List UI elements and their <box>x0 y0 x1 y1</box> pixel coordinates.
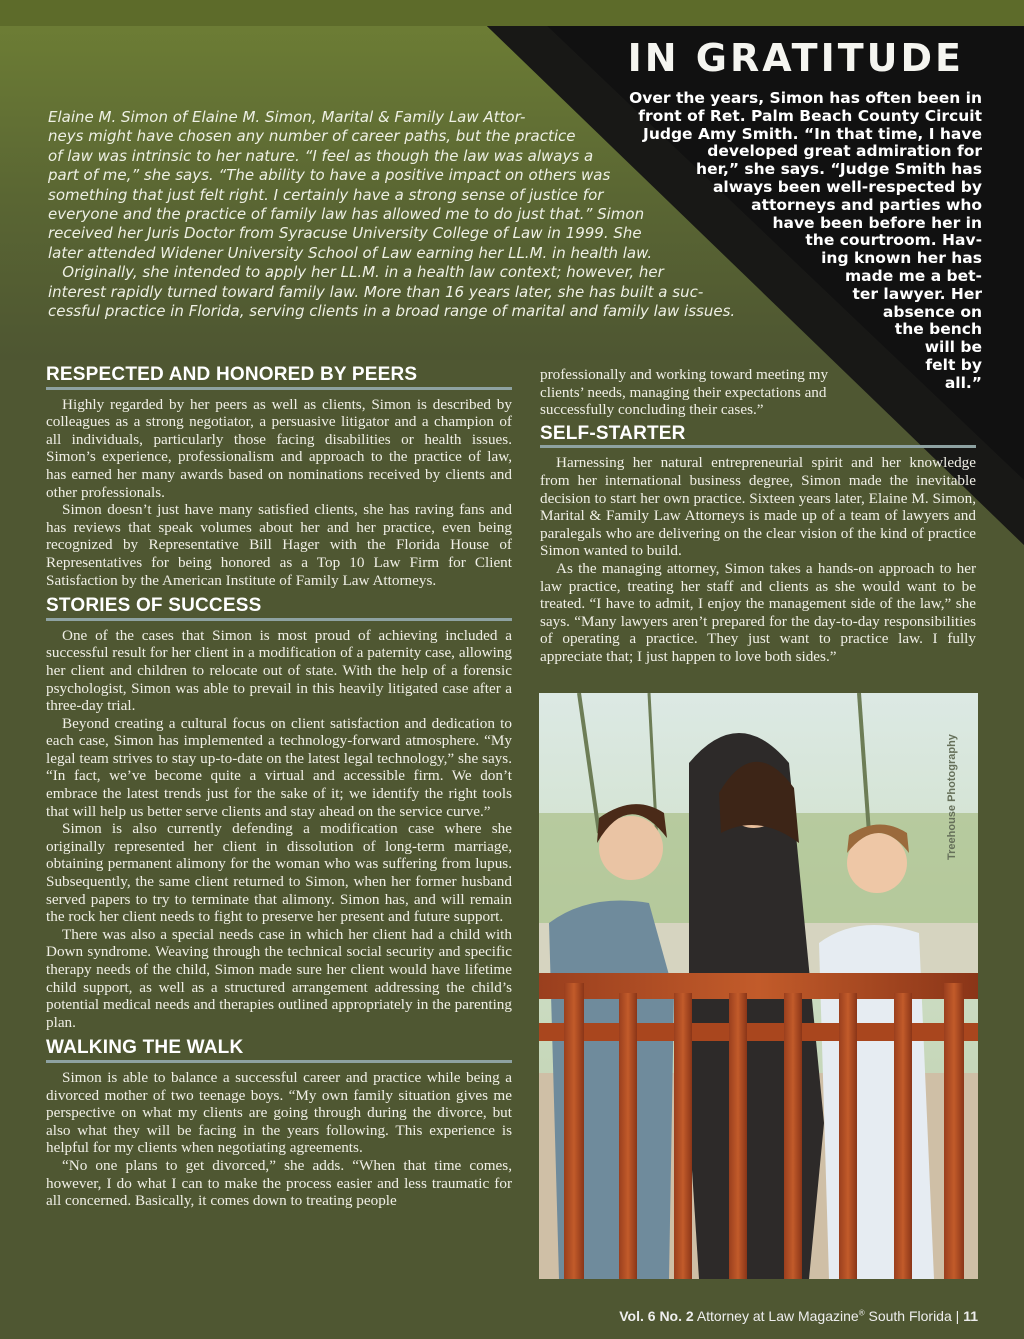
body-paragraph: One of the cases that Simon is most proud of achieving included a successful result for her client in a modification of a paternity case, allowing her client and children to relocate out of state. With the help of a forensic psychologist, Simon was able to prevail in this heavily litigated case after a three-day trial. <box>46 626 512 715</box>
heading-stories: STORIES OF SUCCESS <box>46 597 512 621</box>
quote-line: ing known her has <box>821 249 982 268</box>
footer-registered-mark: ® <box>858 1308 865 1318</box>
page-number: 11 <box>963 1308 978 1324</box>
quote-line: felt by <box>925 355 982 374</box>
footer-separator: | <box>955 1308 960 1324</box>
quote-line: the bench <box>894 320 982 339</box>
footer-magazine: Attorney at Law Magazine <box>696 1308 859 1324</box>
body-paragraph: “No one plans to get divorced,” she adds. “When that time comes, however, I do what I can to make the process easier and less traumatic for all concerned. Basically, it comes down to treating people <box>46 1156 512 1210</box>
body-paragraph: Highly regarded by her peers as well as clients, Simon is described by colleagues as a strong negotiator, a persuasive litigator and a champion of all individuals, particularly those facing disabilities or health issues. Simon’s experience, professionalism and approach to the practice of law, has earned her many awards based on nominations received by clients and other professionals. <box>46 395 512 501</box>
quote-line: Judge Amy Smith. “In that time, I have <box>643 124 982 143</box>
quote-line: her,” she says. “Judge Smith has <box>696 160 982 179</box>
quote-line: made me a bet- <box>845 266 982 285</box>
right-column <box>540 366 976 666</box>
intro-line: Originally, she intended to apply her LL.M. in a health law context; however, her <box>48 263 664 282</box>
footer-region: South Florida <box>868 1308 952 1324</box>
intro-line: part of me,” she says. “The ability to have a positive impact on others was <box>48 166 611 185</box>
footer-issue: Vol. 6 No. 2 <box>619 1308 694 1324</box>
quote-line: have been before her in <box>772 213 982 232</box>
body-paragraph: Simon is able to balance a successful career and practice while being a divorced mother of two teenage boys. “My own family situation gives me perspective on what my clients are going through during the divorce, but also what they will be facing in the years following. This experience is helpful for my clients when negotiating agreements. <box>46 1068 512 1157</box>
quote-line: absence on <box>882 302 982 321</box>
intro-line: interest rapidly turned toward family law. More than 16 years later, she has built a suc- <box>48 282 704 301</box>
intro-line: cessful practice in Florida, serving clients in a broad range of marital and family law issues. <box>48 302 736 321</box>
heading-respected: RESPECTED AND HONORED BY PEERS <box>46 366 512 390</box>
intro-line: received her Juris Doctor from Syracuse University College of Law in 1999. She <box>48 224 642 243</box>
intro-paragraph <box>48 108 768 321</box>
top-accent-bar <box>0 0 1024 26</box>
photo-credit: Treehouse Photography <box>946 734 958 860</box>
body-paragraph: Simon doesn’t just have many satisfied clients, she has raving fans and has reviews that speak volumes about her and her practice, even being recognized by Representative Bill Hager with the Florida House of Representatives for being honored as a Top 10 Law Firm for Client Satisfaction by the American Institute of Family Law Attorneys. <box>46 501 512 589</box>
quote-line: all.” <box>944 373 982 392</box>
quote-line: ter lawyer. Her <box>852 284 982 303</box>
heading-self-starter: SELF-STARTER <box>540 425 976 449</box>
intro-line: everyone and the practice of family law has allowed me to do just that.” Simon <box>48 205 645 224</box>
family-photo <box>539 693 978 1279</box>
intro-line: something that just felt right. I certainly have a strong sense of justice for <box>48 185 604 204</box>
body-paragraph: Harnessing her natural entrepreneurial spirit and her knowledge from her international business degree, Simon made the inevitable decision to start her own practice. Sixteen years later, Elaine M. Simon, Marital & Family Law Attorneys is made up of a team of lawyers and paralegals who are delivering on the clear vision of the kind of practice Simon wanted to build. <box>540 454 976 560</box>
quote-line: developed great admiration for <box>707 142 982 161</box>
left-column <box>46 366 512 1210</box>
sidebar-title: IN GRATITUDE <box>627 36 964 80</box>
quote-line: front of Ret. Palm Beach County Circuit <box>638 106 982 125</box>
family-photo-illustration <box>539 693 978 1279</box>
body-paragraph: There was also a special needs case in which her client had a child with Down syndrome. Weaving through the technical social security and specific therapy needs of the child, Simon made sure her client would have lifetime child support, as well as a structured arrangement addressing the child’s potential medical needs and therapies outlined appropriately in the parenting plan. <box>46 925 512 1031</box>
body-paragraph: Beyond creating a cultural focus on client satisfaction and dedication to each case, Simon has implemented a technology-forward atmosphere. “My legal team strives to stay up-to-date on the latest legal technology,” she says. “In fact, we’ve become quite a virtual and accessible firm. We don’t embrace the latest trends just for the sake of it; we identify the right tools that will help us better serve clients and stay ahead on the service curve.” <box>46 714 512 820</box>
heading-walking: WALKING THE WALK <box>46 1039 512 1063</box>
page-footer <box>619 1308 978 1324</box>
intro-line: neys might have chosen any number of career paths, but the practice <box>48 127 576 146</box>
quote-line: will be <box>924 338 982 357</box>
body-paragraph: Simon is also currently defending a modification case where she originally represented her client in dissolution of long-term marriage, obtaining permanent alimony for the woman who was suffering from lupus. Subsequently, the same client returned to Simon, when her former husband served papers to try to terminate that alimony. Simon has, and will remain the rock her client needs to fight to preserve her present and future support. <box>46 820 512 926</box>
body-paragraph: As the managing attorney, Simon takes a hands-on approach to her law practice, treating her staff and clients as she would want to be treated. “I have to admit, I enjoy the management side of the law,” she says. “Many lawyers aren’t prepared for the day-to-day responsibilities of operating a practice. They just want to practice law. I fully appreciate that; I just happen to love both sides.” <box>540 559 976 665</box>
intro-line: Elaine M. Simon of Elaine M. Simon, Marital & Family Law Attor- <box>48 108 526 126</box>
quote-line: always been well-respected by <box>712 177 982 196</box>
intro-line: later attended Widener University School of Law earning her LL.M. in health law. <box>48 243 653 262</box>
quote-line: Over the years, Simon has often been in <box>629 89 982 107</box>
continued-paragraph: professionally and working toward meeting my clients’ needs, managing their expectations and successfully concluding their cases.” <box>540 366 829 419</box>
intro-line: of law was intrinsic to her nature. “I feel as though the law was always a <box>48 146 594 165</box>
quote-line: attorneys and parties who <box>751 195 982 214</box>
quote-line: the courtroom. Hav- <box>805 231 982 250</box>
